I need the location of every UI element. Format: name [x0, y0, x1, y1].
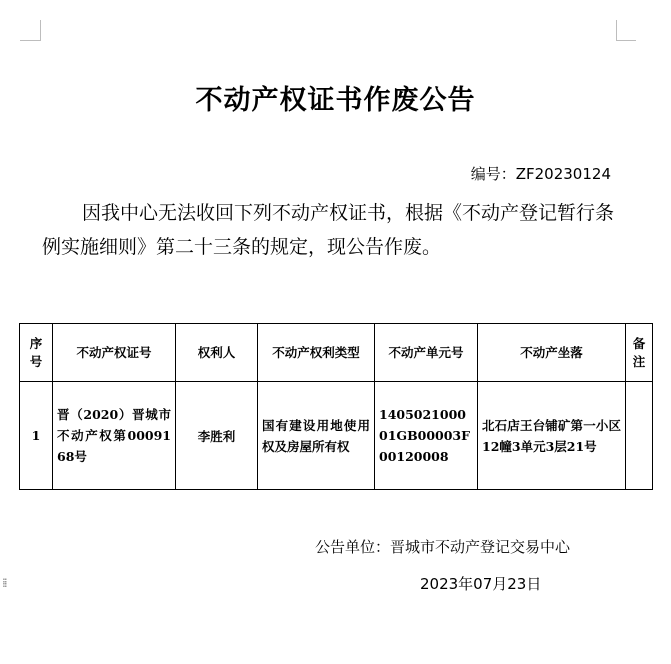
header-unit-no: 不动产单元号 — [375, 324, 478, 382]
announcement-date: 2023年07月23日 — [420, 575, 542, 593]
cell-location: 北石店王台铺矿第一小区12幢3单元3层21号 — [478, 382, 626, 490]
page-title: 不动产权证书作废公告 — [195, 85, 476, 116]
table-row — [20, 382, 653, 490]
table-header-row — [20, 324, 653, 382]
header-holder: 权利人 — [176, 324, 258, 382]
announcing-unit: 公告单位：晋城市不动产登记交易中心 — [315, 538, 571, 556]
document-number: 编号：ZF20230124 — [470, 165, 611, 183]
crop-mark-top-left-v — [40, 20, 41, 41]
cell-seq: 1 — [20, 382, 53, 490]
crop-mark-top-right-v — [616, 20, 617, 41]
cell-cert-no: 晋（2020）晋城市不动产权第0009168号 — [53, 382, 176, 490]
grip-dots-icon[interactable]: ⁞⁞ — [2, 576, 6, 590]
header-seq: 序号 — [20, 324, 53, 382]
notice-paragraph: 因我中心无法收回下列不动产权证书，根据《不动产登记暂行条例实施细则》第二十三条的规定，现公告作废。 — [42, 202, 615, 258]
cell-right-type: 国有建设用地使用权及房屋所有权 — [258, 382, 375, 490]
header-right-type: 不动产权利类型 — [258, 324, 375, 382]
header-remark: 备注 — [626, 324, 653, 382]
crop-mark-top-left-h — [20, 40, 40, 41]
cell-holder: 李胜利 — [176, 382, 258, 490]
crop-mark-top-right-h — [616, 40, 636, 41]
header-cert-no: 不动产权证号 — [53, 324, 176, 382]
certificate-table — [19, 323, 653, 490]
header-location: 不动产坐落 — [478, 324, 626, 382]
cell-remark — [626, 382, 653, 490]
cell-unit-no: 140502100001GB00003F00120008 — [375, 382, 478, 490]
